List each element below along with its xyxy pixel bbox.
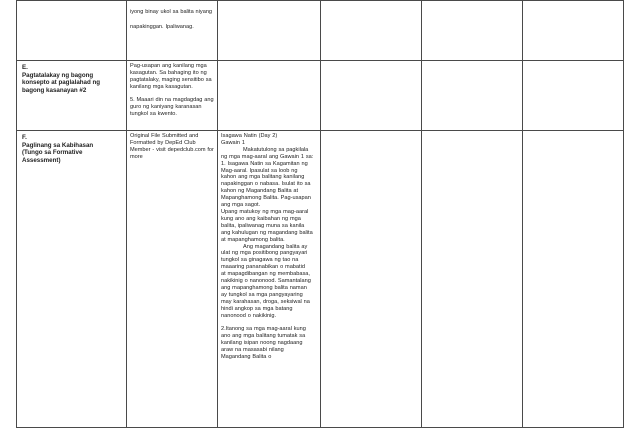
text-line: Pag-usapan ang kanilang mga <box>130 63 207 69</box>
text-line: ano ang mga balitang tumatak sa <box>221 332 306 339</box>
text-line: araw na masasabi nilang <box>221 346 284 353</box>
text-line: kung ano ang kaibahan ng mga <box>221 215 301 222</box>
empty-cell <box>422 61 523 131</box>
text-line: hindi angkop sa mga batang <box>221 305 293 312</box>
text-line: Member - visit depedclub.com for <box>130 146 214 153</box>
empty-cell <box>218 1 321 61</box>
section-code: E. <box>22 64 28 71</box>
text-line: kasagutan. Sa bahaging ito ng <box>130 69 207 76</box>
text-line: maaaring pananabikan o mabatid <box>221 264 305 271</box>
empty-cell <box>321 131 422 428</box>
empty-cell <box>218 61 321 131</box>
text-line: iyong binay ukol sa balita niyang <box>130 9 213 15</box>
text-line: pagtatalaky, maging sensitibo sa <box>130 76 212 83</box>
text-line: Gawain 1 <box>221 139 245 146</box>
content-cell-f-original <box>127 131 218 428</box>
empty-cell <box>422 131 523 428</box>
empty-cell <box>321 1 422 61</box>
text-line: at mapagdibangan ng membabasa, <box>221 271 310 278</box>
section-label-line: Paglinang sa Kabihasan <box>22 141 94 149</box>
text-line: ang kahulugan ng magandang balita <box>221 229 313 236</box>
empty-cell <box>321 61 422 131</box>
text-line: nakikinig o nanonood. Samantalang <box>221 278 311 285</box>
text-line: tungkol sa ginagawa ng tao na <box>221 257 299 264</box>
text-line: Magandang Balita o <box>221 353 272 360</box>
text-line: kahon ang mga balitang kanilang <box>221 174 305 181</box>
text-line: may karahasan, droga, seksiwal na <box>221 298 310 305</box>
empty-cell <box>422 1 523 61</box>
empty-cell <box>523 1 624 61</box>
section-label-f <box>17 131 127 428</box>
section-label-line: konsepto at paglalahad ng <box>22 79 101 87</box>
text-line: Upang matukoy ng mga mag-aaral <box>221 208 309 215</box>
text-line: balita, ipaliwanag muna sa kanila <box>221 222 305 229</box>
text-line: ay tungkol sa mga pangyayaring <box>221 291 303 298</box>
table-row <box>17 61 624 131</box>
text-line: more <box>130 153 143 160</box>
text-line: Makatutulong sa pagkilala <box>243 146 309 153</box>
text-line: ang mapanghamong balita naman <box>221 284 307 291</box>
section-label-e <box>17 61 127 131</box>
text-line: ang mga sagot. <box>221 202 261 209</box>
empty-cell <box>523 61 624 131</box>
text-line: Ang magandang balita ay <box>243 243 308 250</box>
text-line: ng mga mag-aaral ang Gawain 1 sa: <box>221 153 314 160</box>
text-line: 2.Itanong sa mga mag-aaral kung <box>221 325 306 332</box>
text-line: napakinggan o nabasa. Isulat ito sa <box>221 181 311 188</box>
text-line: Mag-aaral. Ipasulat sa loob ng <box>221 167 298 174</box>
text-line: at mapanghamong balita. <box>221 236 285 243</box>
table-row <box>17 1 624 61</box>
text-line: Mapanghamong Balita. Pag-usapan <box>221 195 311 202</box>
text-line: 5. Maaari din na magdagdag ang <box>130 97 214 104</box>
content-cell-f-activity <box>218 131 321 428</box>
text-line: ulat ng mga positibong pangyayari <box>221 250 308 257</box>
empty-cell <box>523 131 624 428</box>
table-row <box>17 131 624 428</box>
label-cell-empty <box>17 1 127 61</box>
text-line: kahon ng Magandang Balita at <box>221 188 299 195</box>
content-cell-top <box>127 1 218 61</box>
section-label-line: Pagtatalakay ng bagong <box>22 71 94 79</box>
text-line: tungkol sa kwento. <box>130 110 177 117</box>
text-line: guro ng kaniyang karanasan <box>130 104 202 111</box>
text-line: Formatted by DepEd Club <box>130 139 196 146</box>
text-line: kanilang mga kasagutan. <box>130 83 193 90</box>
section-label-line: bagong kasanayan #2 <box>22 86 87 94</box>
section-label-line: Assessment) <box>22 156 61 164</box>
text-line: nanonood o nakikinig. <box>221 312 277 319</box>
section-code: F. <box>22 134 27 141</box>
text-line: Original File Submitted and <box>130 133 199 139</box>
text-line: napakinggan. Ipaliwanag. <box>130 24 194 30</box>
daily-lesson-log-table <box>16 0 624 428</box>
text-line: kanilang isipan noong nagdaang <box>221 339 303 346</box>
text-line: 1. Isagawa Natin sa Kagamitan ng <box>221 160 308 167</box>
text-line: Isagawa Natin (Day 2) <box>221 133 278 139</box>
section-label-line: (Tungo sa Formative <box>22 149 83 157</box>
content-cell-e <box>127 61 218 131</box>
